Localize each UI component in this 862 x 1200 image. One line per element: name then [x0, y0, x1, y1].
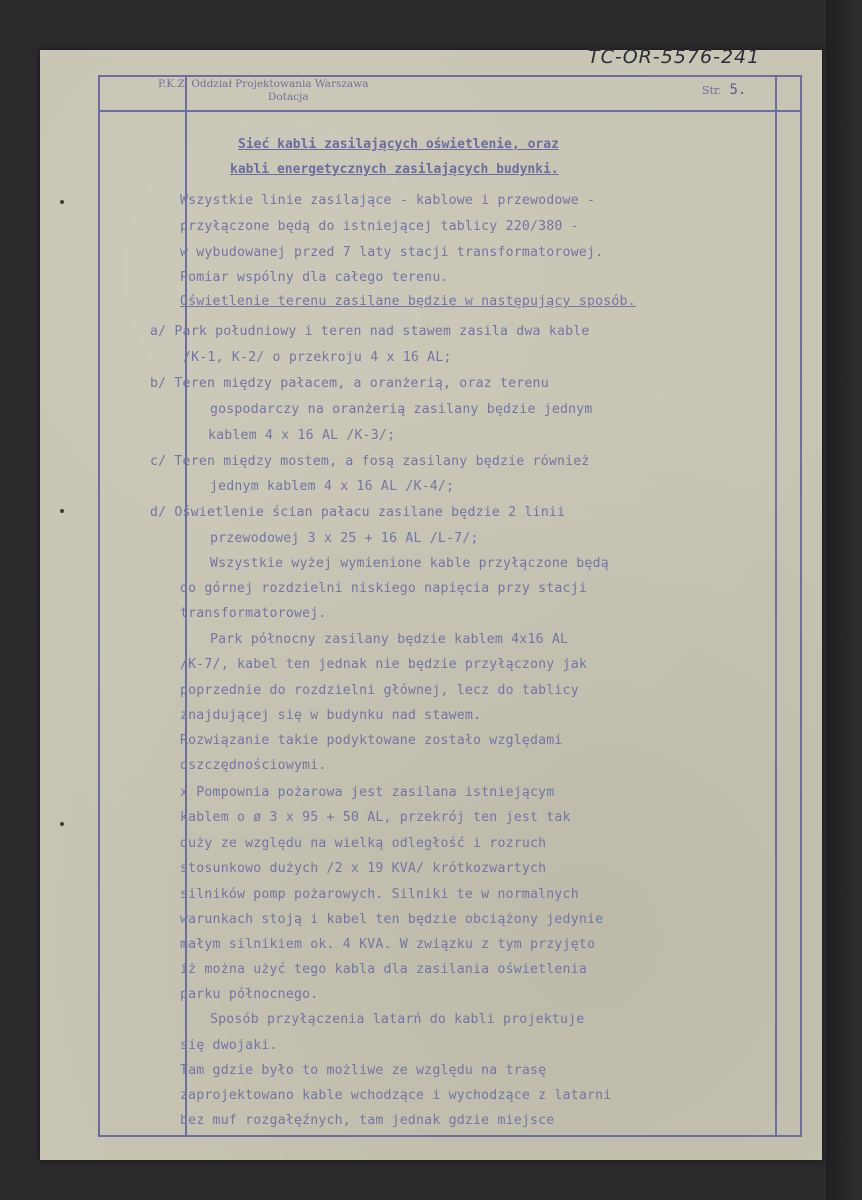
body-line: przewodowej 3 x 25 + 16 AL /L-7/; — [210, 531, 479, 546]
page-label: Str. — [702, 84, 722, 97]
document-title-line-2: kabli energetycznych zasilających budynki. — [230, 162, 559, 177]
body-line: jednym kablem 4 x 16 AL /K-4/; — [210, 479, 455, 494]
body-line: /K-1, K-2/ o przekroju 4 x 16 AL; — [183, 350, 452, 365]
body-line: do górnej rozdzielni niskiego napięcia przy stacji — [180, 581, 587, 596]
document-title-line-1: Sieć kabli zasilających oświetlenie, oraz — [238, 137, 559, 152]
body-line: kablem o ø 3 x 95 + 50 AL, przekrój ten jest tak — [180, 810, 571, 825]
page-number: 5. — [729, 82, 747, 98]
document-page — [40, 46, 822, 1160]
body-line: Wszystkie wyżej wymienione kable przyłączone będą — [210, 556, 609, 571]
body-line: się dwojaki. — [180, 1038, 278, 1053]
organization-header — [158, 78, 458, 104]
right-margin-line — [775, 75, 777, 1135]
background-edge — [826, 0, 862, 1200]
list-item: a/ Park południowy i teren nad stawem zasila dwa kable — [150, 324, 590, 339]
body-line: warunkach stoją i kabel ten będzie obciążony jedynie — [180, 912, 604, 927]
header-rule — [98, 110, 800, 112]
list-item: d/ Oświetlenie ścian pałacu zasilane będzie 2 linii — [150, 505, 566, 520]
punch-hole-mark — [60, 509, 64, 513]
body-line: oszczędnościowymi. — [180, 758, 327, 773]
body-line: Tam gdzie było to możliwe ze względu na trasę — [180, 1063, 547, 1078]
punch-hole-mark — [60, 822, 64, 826]
body-line: stosunkowo dużych /2 x 19 KVA/ krótkozwartych — [180, 861, 547, 876]
org-name: P.K.Z. Oddział Projektowania Warszawa — [158, 78, 369, 90]
body-line: zaprojektowano kable wchodzące i wychodzące z latarni — [180, 1088, 612, 1103]
body-line: /K-7/, kabel ten jednak nie będzie przyłączony jak — [180, 657, 587, 672]
body-line: Park północny zasilany będzie kablem 4x16 AL — [210, 632, 569, 647]
body-line: transformatorowej. — [180, 606, 327, 621]
body-line: poprzednie do rozdzielni głównej, lecz do tablicy — [180, 683, 579, 698]
body-line: Sposób przyłączenia latarń do kabli projektuje — [210, 1012, 585, 1027]
body-line: Pomiar wspólny dla całego terenu. — [180, 270, 449, 285]
punch-hole-mark — [60, 200, 64, 204]
section-heading: Oświetlenie terenu zasilane będzie w następujący sposób. — [180, 294, 636, 309]
body-line: Wszystkie linie zasilające - kablowe i przewodowe - — [180, 193, 596, 208]
body-line: przyłączone będą do istniejącej tablicy 220/380 - — [180, 219, 579, 234]
list-item: c/ Teren między mostem, a fosą zasilany będzie również — [150, 454, 590, 469]
archive-reference-number: TC-OR-5576-241 — [588, 46, 761, 68]
body-line: Rozwiązanie takie podyktowane zostało względami — [180, 733, 563, 748]
body-line: znajdującej się w budynku nad stawem. — [180, 708, 482, 723]
body-line: iż można użyć tego kabla dla zasilania oświetlenia — [180, 962, 587, 977]
body-line: bez muf rozgałęźnych, tam jednak gdzie miejsce — [180, 1113, 555, 1128]
body-line: parku północnego. — [180, 987, 319, 1002]
list-item: b/ Teren między pałacem, a oranżerią, oraz terenu — [150, 376, 549, 391]
body-line: x Pompownia pożarowa jest zasilana istniejącym — [180, 785, 555, 800]
body-line: kablem 4 x 16 AL /K-3/; — [208, 428, 396, 443]
body-line: duży ze względu na wielką odległość i rozruch — [180, 836, 547, 851]
body-line: gospodarczy na oranżerią zasilany będzie jednym — [210, 402, 593, 417]
body-line: małym silnikiem ok. 4 KVA. W związku z tym przyjęto — [180, 937, 596, 952]
page-indicator — [702, 82, 746, 98]
body-line: silników pomp pożarowych. Silniki te w normalnych — [180, 887, 579, 902]
body-line: w wybudowanej przed 7 laty stacji transformatorowej. — [180, 245, 604, 260]
org-subline: Dotacja — [268, 91, 309, 103]
